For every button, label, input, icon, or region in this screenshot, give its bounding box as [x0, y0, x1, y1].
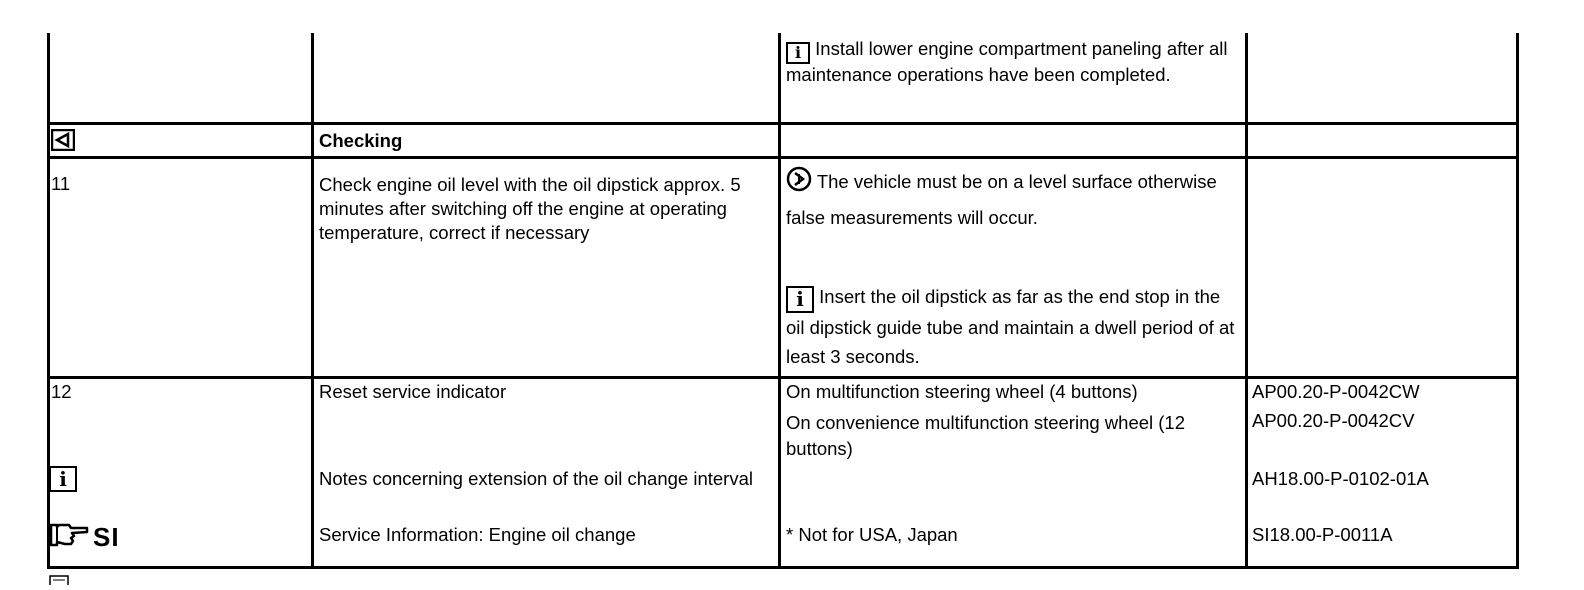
- info-note: [786, 282, 1242, 371]
- row-divider-1: [47, 122, 1519, 125]
- reference-link[interactable]: SI18.00-P-0011A: [1252, 524, 1393, 545]
- detail-text: On multifunction steering wheel (4 buttons): [786, 381, 1138, 402]
- operation-text: Notes concerning extension of the oil change interval: [319, 468, 753, 489]
- si-label: SI: [93, 521, 120, 552]
- info-icon: i: [786, 42, 810, 64]
- detail-text: On convenience multifunction steering wheel (12 buttons): [786, 412, 1186, 459]
- note-text: Insert the oil dipstick as far as the end stop in the oil dipstick guide tube and maintain a dwell period of at least 3 seconds.: [786, 286, 1235, 367]
- column-divider-2: [778, 33, 781, 569]
- info-icon: i: [49, 466, 77, 492]
- reference-link[interactable]: AP00.20-P-0042CW: [1252, 381, 1420, 402]
- row-divider-3: [47, 376, 1519, 379]
- operation-text: Service Information: Engine oil change: [319, 524, 636, 545]
- caution-circle-icon: [786, 166, 812, 202]
- service-information-marker: [49, 520, 120, 553]
- info-icon: i: [786, 286, 814, 313]
- note-text: Install lower engine compartment paneling after all maintenance operations have been completed.: [786, 38, 1228, 85]
- triangle-marker-icon: [51, 129, 75, 151]
- step-number: 12: [51, 381, 72, 402]
- column-divider-3: [1245, 33, 1248, 569]
- table-row: [786, 38, 1240, 86]
- reference-link[interactable]: AP00.20-P-0042CV: [1252, 410, 1415, 431]
- detail-text: * Not for USA, Japan: [786, 524, 958, 545]
- column-divider-1: [311, 33, 314, 569]
- operation-text: Reset service indicator: [319, 381, 507, 402]
- warning-text: The vehicle must be on a level surface otherwise false measurements will occur.: [786, 171, 1217, 228]
- cropped-icon: [49, 568, 71, 578]
- section-title: Checking: [319, 130, 403, 151]
- row-divider-2: [47, 156, 1519, 159]
- warning-note: [786, 166, 1240, 234]
- step-number: 11: [51, 173, 71, 194]
- pointing-hand-icon: [49, 520, 89, 553]
- operation-text: Check engine oil level with the oil dipstick approx. 5 minutes after switching off the engine at operating temperature, correct if necessary: [319, 174, 741, 243]
- table-border-bottom: [47, 566, 1519, 569]
- table-border-right: [1516, 33, 1519, 569]
- reference-link[interactable]: AH18.00-P-0102-01A: [1252, 468, 1429, 489]
